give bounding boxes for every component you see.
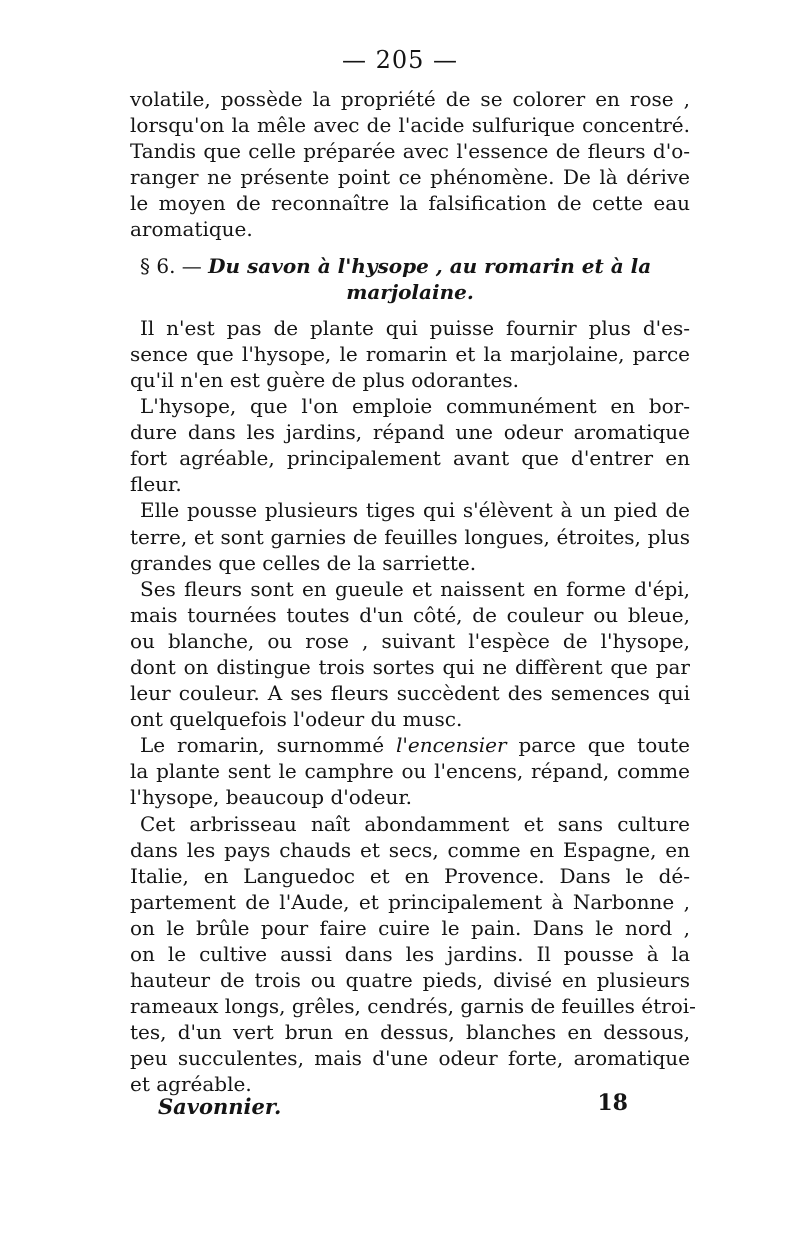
text-line: dans les pays chauds et secs, comme en Espagne, en: [130, 837, 690, 862]
text-line: ou blanche, ou rose , suivant l'espèce de l'hysope,: [130, 628, 690, 653]
section-title-line2: marjolaine.: [346, 279, 474, 304]
paragraph: [130, 576, 690, 733]
paragraph: [130, 497, 690, 575]
text-line: Le romarin, surnommé l'encensier parce que toute: [140, 733, 690, 758]
text-line: volatile, possède la propriété de se colorer en rose ,: [130, 87, 690, 111]
text-line: qu'il n'en est guère de plus odorantes.: [130, 367, 519, 392]
text-line: L'hysope, que l'on emploie communément en bor-: [140, 394, 690, 419]
text-line: la plante sent le camphre ou l'encens, répand, comme: [130, 759, 690, 784]
text-line: dure dans les jardins, répand une odeur aromatique: [130, 420, 690, 445]
section-heading: [130, 253, 690, 305]
text-line: rameaux longs, grêles, cendrés, garnis de feuilles étroi-: [130, 994, 696, 1019]
text-line: peu succulentes, mais d'une odeur forte, aromatique: [130, 1046, 690, 1071]
paragraph: [130, 811, 696, 1098]
text-line: Cet arbrisseau naît abondamment et sans culture: [140, 811, 690, 836]
text-line: sence que l'hysope, le romarin et la marjolaine, parce: [130, 341, 690, 366]
paragraph: [130, 732, 690, 810]
text-line: mais tournées toutes d'un côté, de couleur ou bleue,: [130, 602, 690, 627]
text-line: dont on distingue trois sortes qui ne diffèrent que par: [130, 654, 690, 679]
text-line: fort agréable, principalement avant que d'entrer en: [130, 446, 690, 471]
page-footer: [158, 1090, 628, 1119]
text-line: partement de l'Aude, et principalement à Narbonne ,: [130, 889, 690, 914]
text-line: le moyen de reconnaître la falsification de cette eau: [130, 191, 690, 216]
text-line: Elle pousse plusieurs tiges qui s'élèvent à un pied de: [140, 498, 690, 523]
text-line: Italie, en Languedoc et en Provence. Dans le dé-: [130, 863, 690, 888]
text-line: lorsqu'on la mêle avec de l'acide sulfurique concentré.: [130, 113, 690, 138]
text-line: on le cultive aussi dans les jardins. Il pousse à la: [130, 942, 690, 966]
text-line: fleur.: [130, 472, 182, 497]
text-line: et agréable.: [130, 1072, 252, 1097]
paragraph-continued: [130, 86, 690, 243]
text-line: Ses fleurs sont en gueule et naissent en forme d'épi,: [140, 576, 690, 601]
text-line: Il n'est pas de plante qui puisse fournir plus d'es-: [140, 315, 690, 340]
text-line: leur couleur. A ses fleurs succèdent des semences qui: [130, 681, 690, 706]
text-line: l'hysope, beaucoup d'odeur.: [130, 785, 413, 810]
sheet-number: 18: [597, 1090, 628, 1116]
signature-mark: Savonnier.: [158, 1094, 282, 1119]
text-line: grandes que celles de la sarriette.: [130, 550, 477, 575]
paragraph: [130, 393, 690, 497]
page-body: [130, 86, 696, 1098]
page-header: — 205 —: [341, 46, 459, 74]
text-line: Tandis que celle préparée avec l'essence de fleurs d'o-: [130, 139, 690, 164]
text-line: hauteur de trois ou quatre pieds, divisé en plusieurs: [130, 968, 690, 993]
text-line: tes, d'un vert brun en dessus, blanches en dessous,: [130, 1020, 690, 1045]
text-line: terre, et sont garnies de feuilles longues, étroites, plus: [130, 524, 690, 549]
section-title-line1: Du savon à l'hysope , au romarin et à la: [208, 253, 652, 278]
text-line: ont quelquefois l'odeur du musc.: [130, 707, 463, 732]
section-number: § 6. —: [140, 253, 202, 278]
italic-term: l'encensier: [395, 733, 507, 758]
paragraph: [130, 315, 690, 393]
text-line: aromatique.: [130, 217, 253, 242]
text-line: ranger ne présente point ce phénomène. De là dérive: [130, 165, 690, 190]
text-line: on le brûle pour faire cuire le pain. Dans le nord ,: [130, 915, 690, 940]
